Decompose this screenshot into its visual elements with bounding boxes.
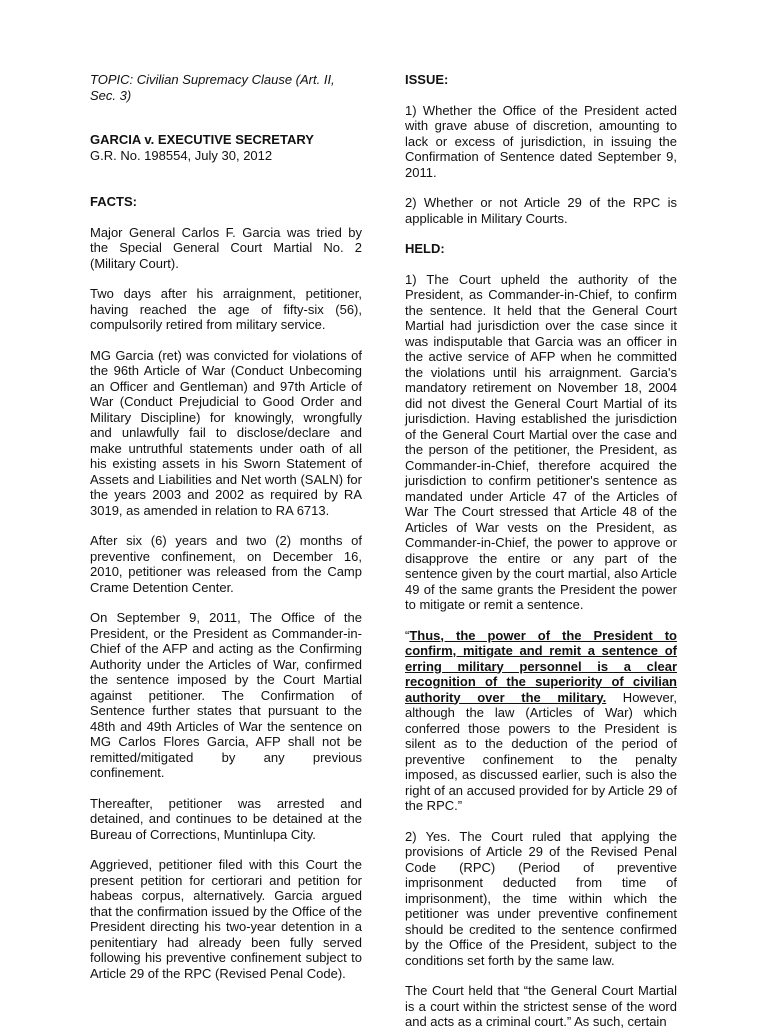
gr-number: G.R. No. 198554, July 30, 2012 <box>90 147 273 163</box>
facts-paragraph-2: Two days after his arraignment, petitioner, having reached the age of fifty-six (56), compulsorily retired from military service. <box>90 286 362 332</box>
right-column <box>405 72 677 1030</box>
held-paragraph-2: 2) Yes. The Court ruled that applying the provisions of Article 29 of the Revised Penal Code (RPC) (Period of preventive imprisonment deducted from time of imprisonment), the time within which the petitioner was under preventive confinement should be credited to the sentence confirmed by the Office of the President, subject to the conditions set forth by the same law. <box>405 828 677 968</box>
quote-open-mark: “ <box>405 627 410 643</box>
facts-heading: FACTS: <box>90 194 137 209</box>
quote-continuation: However, although the law (Articles of War) which conferred those powers to the President is silent as to the deduction of the period of preventive confinement to the penalty imposed, as discussed earlier, such is also the right of an accused provided for by Article 29 of the RPC.” <box>405 689 677 813</box>
held-paragraph-3: The Court held that “the General Court Martial is a court within the strictest sense of the word and acts as a criminal court.” As such, certain <box>405 983 677 1029</box>
facts-paragraph-1: Major General Carlos F. Garcia was tried by the Special General Court Martial No. 2 (Military Court). <box>90 224 362 271</box>
left-column <box>90 72 362 981</box>
facts-paragraph-7: Aggrieved, petitioner filed with this Court the present petition for certiorari and petition for habeas corpus, alternatively. Garcia argued that the confirmation issued by the Office of the President directing his two-year detention in a penitentiary had already been fully served following his preventive confinement subject to Article 29 of the RPC (Revised Penal Code). <box>90 857 362 981</box>
civilian-supremacy-quote: Thus, the power of the President to confirm, mitigate and remit a sentence of erring military personnel is a clear recognition of the superiority of civilian authority over the military. <box>405 627 677 705</box>
case-title: GARCIA v. EXECUTIVE SECRETARY <box>90 132 314 147</box>
held-quote-paragraph <box>405 628 677 814</box>
held-heading: HELD: <box>405 241 445 256</box>
held-paragraph-1: 1) The Court upheld the authority of the President, as Commander-in-Chief, to confirm the sentence. It held that the General Court Martial had jurisdiction over the case since it was indisputable that Garcia was an officer in the active service of AFP when he committed the violations until his arraignment. Garcia's mandatory retirement on November 18, 2004 did not divest the General Court Martial of its jurisdiction. Having established the jurisdiction of the General Court Martial over the case and the person of the petitioner, the President, as Commander-in-Chief, therefore acquired the jurisdiction to confirm petitioner's sentence as mandated under Article 47 of the Articles of War The Court stressed that Article 48 of the Articles of War vests on the President, as Commander-in-Chief, the power to approve or disapprove the entire or any part of the sentence given by the court martial, also Article 49 of the same grants the President the power to mitigate or remit a sentence. <box>405 271 677 612</box>
facts-paragraph-5: On September 9, 2011, The Office of the President, or the President as Commander-in-Chief of the AFP and acting as the Confirming Authority under the Articles of War, confirmed the sentence imposed by the Court Martial against petitioner. The Confirmation of Sentence further states that pursuant to the 48th and 49th Articles of War the sentence on MG Carlos Flores Garcia, AFP shall not be remitted/mitigated by any previous confinement. <box>90 610 362 780</box>
issue-heading: ISSUE: <box>405 72 449 87</box>
facts-paragraph-6: Thereafter, petitioner was arrested and detained, and continues to be detained at the Bureau of Corrections, Muntinlupa City. <box>90 795 362 842</box>
issue-1: 1) Whether the Office of the President acted with grave abuse of discretion, amounting to lack or excess of jurisdiction, in issuing the Confirmation of Sentence dated September 9, 2011. <box>405 102 677 180</box>
issue-2: 2) Whether or not Article 29 of the RPC is applicable in Military Courts. <box>405 195 677 226</box>
facts-paragraph-3: MG Garcia (ret) was convicted for violations of the 96th Article of War (Conduct Unbecoming an Officer and Gentleman) and 97th Article of War (Conduct Prejudicial to Good Order and Military Discipline) for knowingly, wrongfully and unlawfully fail to disclose/declare and make untruthful statements under oath of all his existing assets in his Sworn Statement of Assets and Liabilities and Net worth (SALN) for the years 2003 and 2002 as required by RA 3019, as amended in relation to RA 6713. <box>90 347 362 518</box>
topic-line: TOPIC: Civilian Supremacy Clause (Art. II, Sec. 3) <box>90 72 335 103</box>
facts-paragraph-4: After six (6) years and two (2) months of preventive confinement, on December 16, 2010, petitioner was released from the Camp Crame Detention Center. <box>90 533 362 595</box>
